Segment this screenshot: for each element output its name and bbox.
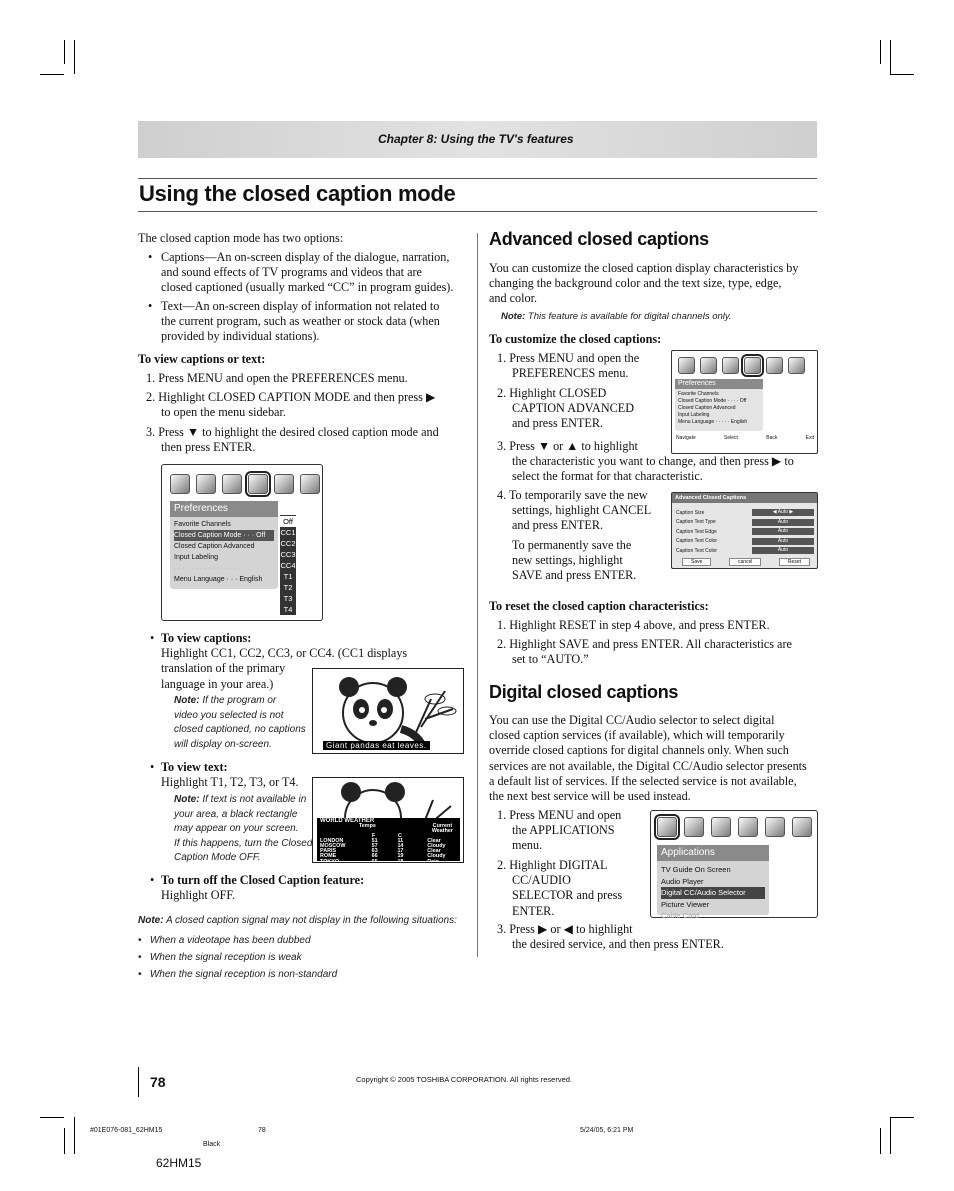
menu-row: Closed Caption Advanced <box>174 543 255 550</box>
cust-step-4b: To permanently save the new settings, highlight SAVE and press ENTER. <box>512 538 637 583</box>
advanced-note: Note: This feature is available for digital channels only. <box>501 311 732 322</box>
crop-mark <box>64 1128 65 1154</box>
signal-note-list: • When a videotape has been dubbed • When the signal reception is weak • When the signal reception is non-standard <box>138 935 338 980</box>
adv-menu-title: Advanced Closed Captions <box>672 493 817 503</box>
weather-rows <box>320 839 457 863</box>
digital-heading: Digital closed captions <box>489 682 679 702</box>
adv-rows <box>676 508 814 556</box>
view-text-block: • To view text: Highlight T1, T2, T3, or T4. <box>150 760 299 790</box>
dig-step-1: 1. Press MENU and open the APPLICATIONS menu. <box>497 808 622 853</box>
bullet-captions: • Captions—An on-screen display of the dialogue, narration, and sound effects of TV programs and videos that are closed captioned (usually marked “CC” in program guides). <box>148 250 454 295</box>
menu-title: Preferences <box>675 379 763 389</box>
weather-cell: Cloudy <box>427 853 446 860</box>
menu-icons <box>657 817 812 837</box>
weather-title: WORLD WEATHER <box>320 818 375 824</box>
reset-step-2: 2. Highlight SAVE and press ENTER. All characteristics are set to “AUTO.” <box>497 637 792 667</box>
applications-icon <box>657 817 677 837</box>
page-title: Using the closed caption mode <box>139 181 456 206</box>
cancel-button[interactable]: cancel <box>729 558 761 566</box>
menu-row-selected: Closed Caption Mode · · · Off <box>174 530 274 541</box>
lock-icon <box>766 357 783 374</box>
nav-bar <box>676 435 814 441</box>
setup-icon <box>222 474 242 494</box>
advanced-captions-screen <box>671 492 818 569</box>
picture-icon <box>678 357 695 374</box>
dig-step-2: 2. Highlight DIGITAL CC/AUDIO SELECTOR and press ENTER. <box>497 858 623 918</box>
save-button[interactable]: Save <box>682 558 711 566</box>
adv-buttons <box>682 558 810 566</box>
applications-panel: Applications TV Guide On Screen Audio Player Digital CC/Audio Selector Picture Viewer Cable Card <box>657 845 769 915</box>
step-2: 2. Highlight CLOSED CAPTION MODE and then press ▶ to open the menu sidebar. <box>146 390 436 420</box>
crop-mark <box>890 1117 914 1118</box>
navigate-hint: Navigate <box>676 435 696 441</box>
adv-row-label: Caption Text Type <box>676 519 716 526</box>
cust-step-1: 1. Press MENU and open the PREFERENCES menu. <box>497 351 640 381</box>
view-captions-block: • To view captions: Highlight CC1, CC2, CC3, or CC4. (CC1 displays translation of the primary language in your area.) <box>150 631 408 691</box>
cust-step-4: 4. To temporarily save the new settings, highlight CANCEL and press ENTER. <box>497 488 652 533</box>
applications-icon <box>300 474 320 494</box>
setup-icon <box>738 817 758 837</box>
picture-icon <box>684 817 704 837</box>
crop-mark <box>890 74 914 75</box>
file-name: #01E076-081_62HM15 <box>90 1127 163 1134</box>
menu-title: Applications <box>657 845 769 861</box>
plate-color: Black <box>203 1141 221 1148</box>
weather-cell: 11 <box>397 838 404 845</box>
weather-cell: Clear <box>427 838 441 845</box>
weather-cell: Cloudy <box>427 843 446 850</box>
preferences-small-screen <box>671 350 818 454</box>
title-rule-top <box>138 178 817 179</box>
menu-icons <box>170 474 320 494</box>
advanced-intro: You can customize the closed caption display characteristics by changing the background color and the text size, type, edge, and color. <box>489 261 799 306</box>
adv-row-value: Auto <box>752 538 814 545</box>
model-number: 62HM15 <box>156 1156 202 1170</box>
adv-row-value: Auto <box>752 528 814 535</box>
menu-row: Input Labeling <box>174 554 218 561</box>
weather-cell: 19 <box>397 853 404 860</box>
weather-cell: 51 <box>371 838 378 845</box>
step-1: 1. Press MENU and open the PREFERENCES menu. <box>146 371 408 385</box>
weather-cell: 65 <box>371 858 378 863</box>
adv-row[interactable] <box>676 508 814 518</box>
title-rule-bottom <box>138 211 817 212</box>
page-number: 78 <box>150 1074 166 1090</box>
customize-heading: To customize the closed captions: <box>489 332 662 346</box>
weather-cell: 17 <box>397 848 404 855</box>
adv-row-label: Caption Text Color <box>676 538 718 545</box>
crop-mark <box>880 1128 881 1154</box>
preferences-screen <box>161 464 323 621</box>
caption-text: Giant pandas eat leaves. <box>323 741 430 750</box>
adv-row[interactable] <box>676 537 814 547</box>
menu-row-disabled: · · · · · · · · · · · · · · · · <box>174 565 241 572</box>
audio-icon <box>196 474 216 494</box>
dig-step-3: 3. Press ▶ or ◀ to highlight the desired service, and then press ENTER. <box>497 922 724 952</box>
adv-row-label: Caption Size <box>676 509 705 516</box>
footer-rule <box>138 1067 139 1097</box>
weather-cell: 63 <box>371 848 378 855</box>
weather-box: WORLD WEATHER Temps Current Weather F C LONDON 51 11 Clear MOSCOW 57 14 Cloudy PARIS 63 17 Clear ROME 66 19 Cloudy TOKYO 65 18 Rain <box>317 818 460 861</box>
cust-step-2: 2. Highlight CLOSED CAPTION ADVANCED and press ENTER. <box>497 386 634 431</box>
crop-mark <box>64 40 65 64</box>
print-date: 5/24/05, 6:21 PM <box>580 1127 634 1134</box>
advanced-heading: Advanced closed captions <box>489 229 709 249</box>
weather-cell: ROME <box>320 853 337 860</box>
crop-mark <box>40 74 64 75</box>
weather-cell: Clear <box>427 848 441 855</box>
adv-row-label: Caption Text Color <box>676 547 718 554</box>
back-hint: Back <box>766 435 778 441</box>
crop-mark <box>880 40 881 64</box>
select-hint: Select <box>724 435 738 441</box>
preferences-icon <box>248 474 268 494</box>
digital-intro: You can use the Digital CC/Audio selector to select digital closed caption services (if available), which will temporarily override closed captions for digital channels only. When such services are not available, the Digital CC/Audio selector presents a default list of services. If the selected service is not available, the next best service will be used instead. <box>489 713 807 804</box>
lock-icon <box>274 474 294 494</box>
captions-note: Note: If the program or video you selected is not closed captioned, no captions will display on-screen. <box>174 695 306 750</box>
exit-hint: Exit <box>805 435 814 441</box>
crop-mark <box>74 1117 75 1154</box>
preferences-icon <box>744 357 761 374</box>
reset-heading: To reset the closed caption characteristics: <box>489 599 709 613</box>
weather-cell: 66 <box>371 853 378 860</box>
setup-icon <box>722 357 739 374</box>
signal-note: Note: A closed caption signal may not display in the following situations: <box>138 915 457 926</box>
adv-row[interactable] <box>676 527 814 537</box>
panda-caption-image <box>312 668 464 754</box>
crop-mark <box>890 1117 891 1154</box>
weather-text-image <box>312 777 464 863</box>
weather-row <box>320 860 457 863</box>
preferences-panel <box>170 501 278 589</box>
copyright: Copyright © 2005 TOSHIBA CORPORATION. All rights reserved. <box>356 1075 573 1084</box>
turn-off-block: • To turn off the Closed Caption feature: Highlight OFF. <box>150 873 365 903</box>
weather-cell: 14 <box>397 843 404 850</box>
crop-mark <box>40 1117 64 1118</box>
crop-mark <box>890 40 891 74</box>
menu-row: Menu Language · · · English <box>174 576 263 583</box>
adv-row-label: Caption Text Edge <box>676 528 717 535</box>
adv-row[interactable] <box>676 546 814 556</box>
adv-row-value: Auto <box>752 547 814 554</box>
file-page: 78 <box>258 1127 266 1134</box>
bullet-text: • Text—An on-screen display of information not related to the current program, such as weather or stock data (when provided by individual stations). <box>148 299 440 344</box>
audio-icon <box>711 817 731 837</box>
weather-cell: LONDON <box>320 838 344 845</box>
audio-icon <box>700 357 717 374</box>
preferences-panel: Preferences Favorite Channels Closed Caption Mode · · · · Off Closed Caption Advanced Input Labeling Menu Language · · · · · English <box>675 379 763 431</box>
applications-screen <box>650 810 818 918</box>
lock-icon <box>765 817 785 837</box>
weather-cell: 18 <box>397 858 404 863</box>
preferences-icon <box>792 817 812 837</box>
adv-row-value: Auto <box>752 519 814 526</box>
weather-cell: MOSCOW <box>320 843 346 850</box>
column-divider <box>477 233 478 957</box>
menu-row-selected: Digital CC/Audio Selector <box>661 887 765 899</box>
text-note: Note: If text is not available in your area, a black rectangle may appear on your screen. If this happens, turn the Closed Caption Mode OFF. <box>174 794 313 863</box>
menu-title: Preferences <box>170 501 278 517</box>
picture-icon <box>170 474 190 494</box>
menu-icons <box>678 357 805 374</box>
weather-cell: PARIS <box>320 848 337 855</box>
chapter-title: Chapter 8: Using the TV's features <box>378 132 574 146</box>
weather-cell: 57 <box>371 843 378 850</box>
step-3: 3. Press ▼ to highlight the desired closed caption mode and then press ENTER. <box>146 425 439 455</box>
reset-button[interactable]: Reset <box>779 558 810 566</box>
crop-mark <box>74 40 75 74</box>
adv-row[interactable] <box>676 518 814 528</box>
adv-row-value: ◀ Auto ▶ <box>752 509 814 516</box>
caption-options: Off CC1 CC2 CC3 CC4 T1 T2 T3 T4 <box>280 517 296 614</box>
menu-row: Favorite Channels <box>174 521 231 528</box>
weather-cell: Rain <box>427 858 439 863</box>
view-captions-heading: To view captions or text: <box>138 352 266 366</box>
applications-icon <box>788 357 805 374</box>
cust-step-3: 3. Press ▼ or ▲ to highlight the characteristic you want to change, and then press ▶ to select the format for that characteristic. <box>497 439 794 484</box>
weather-cell: TOKYO <box>320 858 340 863</box>
reset-step-1: 1. Highlight RESET in step 4 above, and press ENTER. <box>497 618 770 632</box>
intro-text: The closed caption mode has two options: <box>138 231 344 245</box>
